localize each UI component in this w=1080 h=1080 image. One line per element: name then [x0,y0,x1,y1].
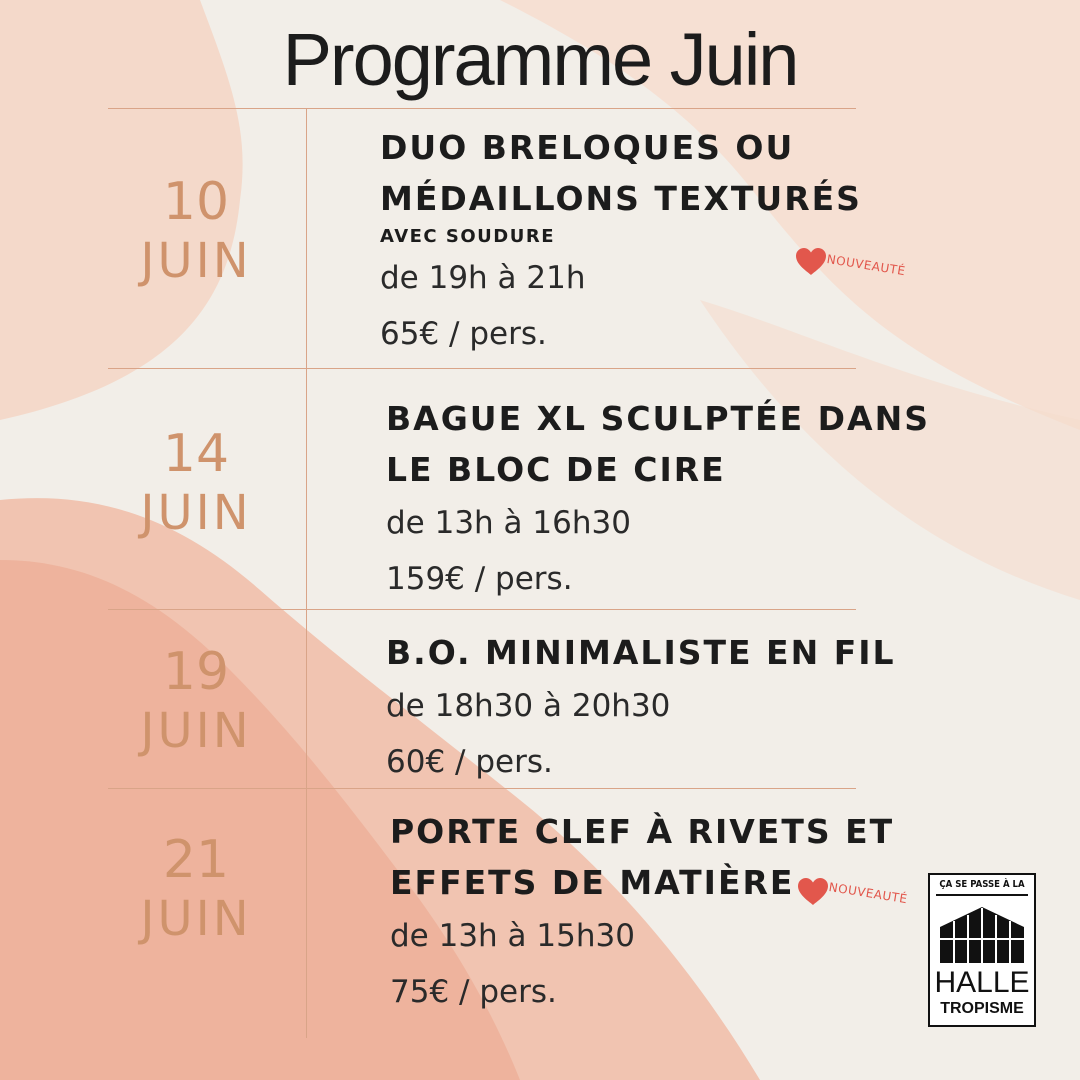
badge-label: NOUVEAUTÉ [827,880,909,907]
event-price: 65€ / pers. [380,316,547,352]
event-day: 10 [162,172,230,232]
event-name-line: B.O. MINIMALISTE EN FIL [386,633,896,672]
event-time: de 13h à 16h30 [386,505,631,541]
event-time: de 13h à 15h30 [390,918,635,954]
event-name-line: LE BLOC DE CIRE [386,450,726,489]
event-month: JUIN [140,891,252,947]
event-subtitle: AVEC SOUDURE [380,226,556,247]
logo-top-text: ÇA SE PASSE À LA [939,879,1025,890]
greenhouse-icon [938,905,1026,965]
event-month: JUIN [140,233,252,289]
page-title: Programme Juin [282,18,798,101]
divider-line [108,609,856,610]
event-price: 159€ / pers. [386,561,573,597]
event-price: 60€ / pers. [386,744,553,780]
divider-line [108,368,856,369]
event-month: JUIN [140,485,252,541]
event-price: 75€ / pers. [390,974,557,1010]
divider-line [108,108,856,109]
event-details-2 [386,393,930,607]
halle-tropisme-logo [928,873,1036,1027]
event-name-line: EFFETS DE MATIÈRE [390,863,795,902]
event-date-4 [108,830,284,948]
event-date-2 [108,424,284,542]
logo-subname: TROPISME [940,1000,1024,1017]
event-day: 14 [162,424,230,484]
event-time: de 19h à 21h [380,260,586,296]
new-badge [794,246,954,306]
event-day: 19 [162,642,230,702]
event-month: JUIN [140,703,252,759]
heart-icon [794,246,828,276]
event-date-3 [108,642,284,760]
badge-label: NOUVEAUTÉ [825,252,907,279]
event-details-3 [386,627,896,790]
heart-icon [796,876,830,906]
event-name-line: BAGUE XL SCULPTÉE DANS [386,399,930,438]
logo-separator [936,894,1028,896]
event-time: de 18h30 à 20h30 [386,688,671,724]
logo-name: HALLE [934,966,1030,999]
column-divider [306,108,307,1038]
event-details-1 [380,122,862,362]
event-name-line: MÉDAILLONS TEXTURÉS [380,179,862,218]
event-day: 21 [162,830,230,890]
event-date-1 [108,172,284,290]
event-name-line: DUO BRELOQUES OU [380,128,795,167]
event-name-line: PORTE CLEF À RIVETS ET [390,812,895,851]
